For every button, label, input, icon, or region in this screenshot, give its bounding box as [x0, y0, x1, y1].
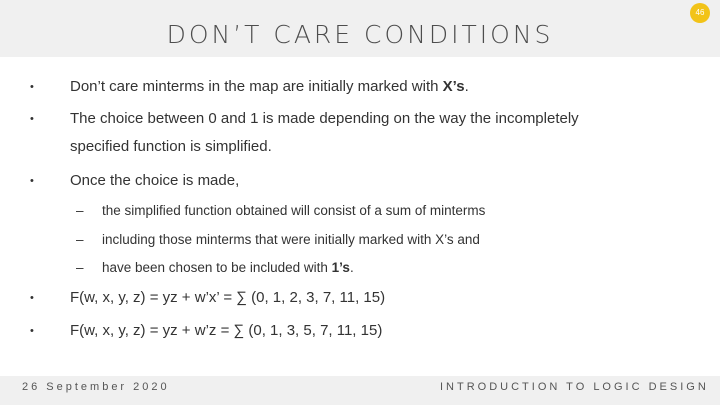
bullet-text: Don’t care minterms in the map are initially marked with — [70, 78, 443, 95]
equation-text: F(w, x, y, z) = yz + w’x’ = ∑ (0, 1, 2, 3, 7, 11, 15) — [70, 289, 386, 306]
bullet-icon: • — [30, 113, 34, 125]
dash-icon: – — [76, 232, 84, 247]
bullet-icon: • — [30, 81, 34, 93]
footer-course: INTRODUCTION TO LOGIC DESIGN — [440, 381, 709, 393]
slide-title: DON’T CARE CONDITIONS — [166, 20, 554, 49]
sub-bullet-text-end: . — [349, 260, 354, 275]
sub-bullet-text: the simplified function obtained will consist of a sum of minterms — [102, 203, 486, 218]
bullet-icon: • — [30, 175, 34, 187]
bullet-text-end: . — [464, 78, 469, 95]
sub-bullet-text: including those minterms that were initially marked with X’s and — [102, 232, 480, 247]
sub-bullet-bold-text: 1’s — [331, 260, 350, 275]
bullet-bold-text: X’s — [442, 78, 465, 95]
bullet-text: Once the choice is made, — [70, 172, 240, 189]
equation-text: F(w, x, y, z) = yz + w’z = ∑ (0, 1, 3, 5, 7, 11, 15) — [70, 322, 383, 339]
bullet-text: specified function is simplified. — [70, 138, 272, 155]
dash-icon: – — [76, 203, 84, 218]
slide-number-badge: 46 — [690, 3, 710, 23]
bullet-icon: • — [30, 325, 34, 337]
sub-bullet-text: have been chosen to be included with — [102, 260, 332, 275]
footer-date: 26 September 2020 — [22, 381, 170, 393]
bullet-icon: • — [30, 292, 34, 304]
dash-icon: – — [76, 260, 84, 275]
bullet-text: The choice between 0 and 1 is made depending on the way the incompletely — [70, 110, 579, 127]
